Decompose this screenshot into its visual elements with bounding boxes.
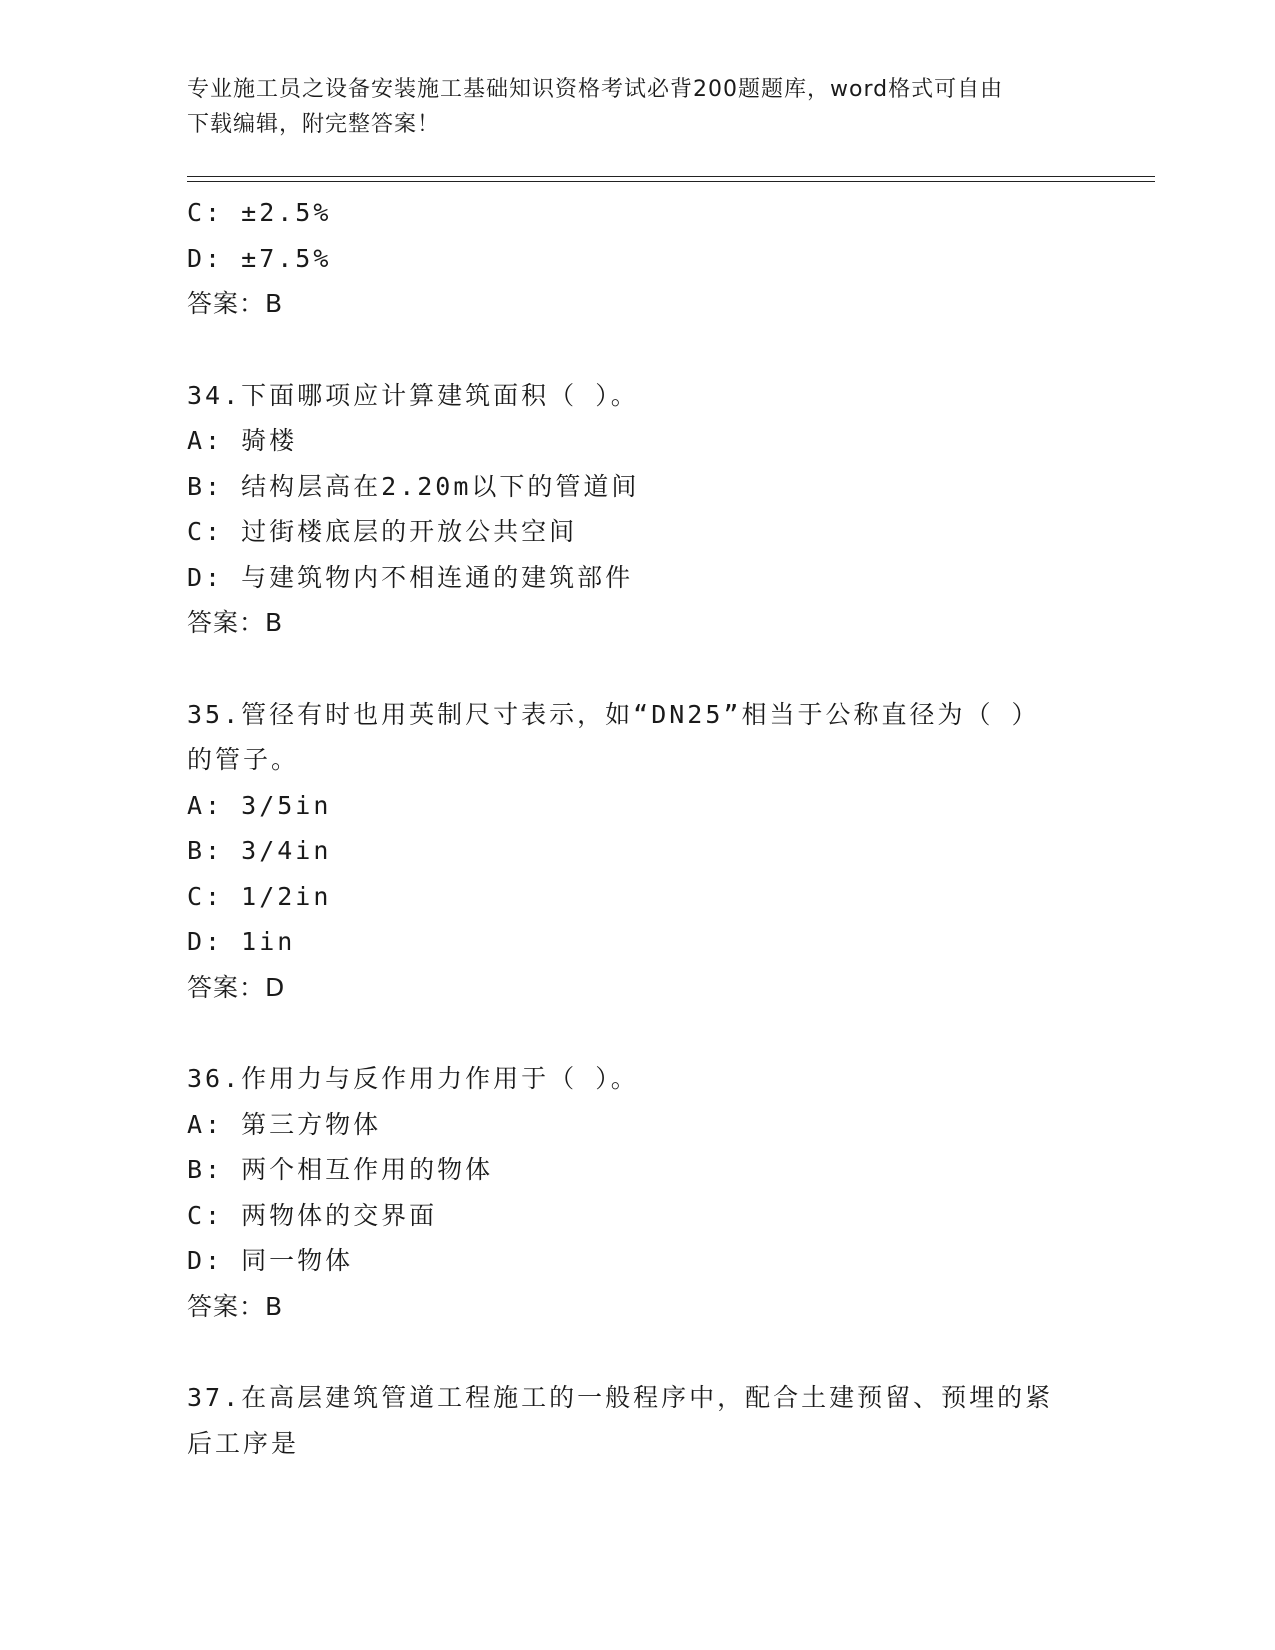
- option-line: B: 两个相互作用的物体: [187, 1155, 494, 1184]
- option-line: D: 同一物体: [187, 1246, 354, 1275]
- question-block: [187, 190, 1107, 327]
- answer-line: 答案：D: [187, 972, 286, 1002]
- block-spacer: [187, 646, 1107, 692]
- header-divider-top: [187, 176, 1155, 177]
- option-line: A: 第三方物体: [187, 1109, 382, 1139]
- option-line: D: 与建筑物内不相连通的建筑部件: [187, 562, 634, 592]
- option-line: A: 骑楼: [187, 426, 298, 455]
- question-text: 34.下面哪项应计算建筑面积（ ）。: [187, 380, 639, 410]
- question-text: 36.作用力与反作用力作用于（ ）。: [187, 1064, 639, 1093]
- block-spacer: [187, 327, 1107, 373]
- option-line: B: 结构层高在2.20m以下的管道间: [187, 471, 640, 501]
- block-spacer: [187, 1329, 1107, 1375]
- header-line-2: 下载编辑，附完整答案！: [187, 112, 441, 137]
- option-line: A: 3/5in: [187, 790, 332, 820]
- option-line: B: 3/4in: [187, 836, 332, 865]
- question-block: [187, 1056, 1107, 1329]
- question-block: [187, 1375, 1107, 1466]
- option-line: C: 1/2in: [187, 881, 332, 911]
- option-line: D: ±7.5%: [187, 243, 332, 273]
- question-text: 37.在高层建筑管道工程施工的一般程序中，配合土建预留、预埋的紧: [187, 1383, 1054, 1412]
- header-line-1: 专业施工员之设备安装施工基础知识资格考试必背200题题库，word格式可自由: [187, 77, 1004, 102]
- question-text: 35.管径有时也用英制尺寸表示，如“DN25”相当于公称直径为（ ）: [187, 699, 1040, 729]
- answer-line: 答案：B: [187, 289, 284, 318]
- option-line: D: 1in: [187, 927, 296, 956]
- question-list: [187, 190, 1107, 1466]
- question-block: [187, 373, 1107, 646]
- option-line: C: ±2.5%: [187, 198, 332, 227]
- question-text: 的管子。: [187, 745, 300, 774]
- header-divider-bottom: [187, 181, 1155, 182]
- option-line: C: 过街楼底层的开放公共空间: [187, 517, 578, 546]
- block-spacer: [187, 1010, 1107, 1056]
- page-header: [187, 72, 1087, 142]
- answer-line: 答案：B: [187, 1291, 284, 1321]
- answer-line: 答案：B: [187, 608, 284, 637]
- question-text: 后工序是: [187, 1428, 300, 1458]
- question-block: [187, 692, 1107, 1011]
- option-line: C: 两物体的交界面: [187, 1200, 438, 1230]
